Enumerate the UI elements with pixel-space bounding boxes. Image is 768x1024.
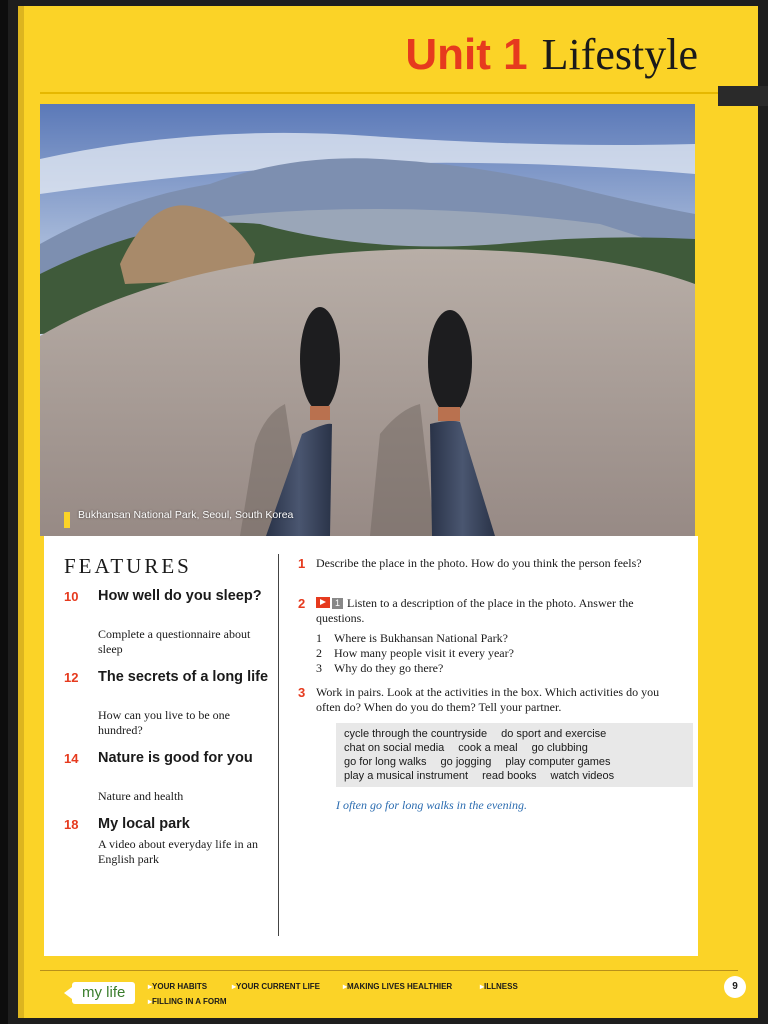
footer-tag: ▸ YOUR HABITS (148, 982, 207, 991)
activity: cook a meal (458, 742, 518, 754)
left-boot (300, 307, 340, 411)
feature-page: 18 (64, 817, 79, 832)
unit-title (405, 30, 698, 80)
question (316, 661, 443, 676)
feature-desc: Complete a questionnaire about sleep (98, 627, 251, 656)
audio-play-icon[interactable] (316, 597, 330, 608)
unit-name: Lifestyle (541, 30, 698, 79)
activity: read books (482, 770, 537, 782)
column-divider (278, 554, 279, 936)
feature-title: My local park (98, 816, 190, 832)
activity: go clubbing (531, 742, 588, 754)
header-rule (40, 92, 718, 94)
question-text: How many people visit it every year? (334, 646, 514, 660)
feature-title: How well do you sleep? (98, 588, 262, 604)
activity: go for long walks (344, 756, 427, 768)
caption-marker (64, 512, 70, 528)
question-text: Where is Bukhansan National Park? (334, 631, 508, 645)
activity: do sport and exercise (501, 728, 607, 740)
question-number: 1 (316, 631, 322, 645)
question (316, 631, 508, 646)
feature-desc: How can you live to be one hundred? (98, 708, 230, 737)
exercise-text: Work in pairs. Look at the activities in the box. Which activities do you often do? When do you do them? Tell your partner. (316, 685, 660, 714)
footer-tag: ▸ MAKING LIVES HEALTHIER (343, 982, 452, 991)
activity-row (344, 741, 602, 755)
exercise-text-wrap (316, 596, 681, 626)
my-life-label: my life (72, 982, 135, 1004)
page-binding-shadow (18, 6, 24, 1018)
audio-track-number: 1 (332, 598, 343, 609)
question-number: 2 (316, 646, 322, 660)
activity-row (344, 755, 625, 769)
question-number: 3 (316, 661, 322, 675)
activity: play a musical instrument (344, 770, 469, 782)
rock-slab (40, 249, 695, 536)
example-sentence: I often go for long walks in the evening. (336, 798, 527, 812)
activity: go jogging (440, 756, 492, 768)
feature-page: 12 (64, 670, 79, 685)
activity: chat on social media (344, 742, 445, 754)
unit-number: Unit 1 (405, 30, 528, 79)
activity-row (344, 727, 620, 741)
footer-tag: ▸ FILLING IN A FORM (148, 997, 227, 1006)
features-heading: FEATURES (64, 554, 192, 578)
unit-photo (40, 104, 695, 536)
photo-caption: Bukhansan National Park, Seoul, South Korea (78, 509, 294, 521)
footer-tag: ▸ ILLNESS (480, 982, 518, 991)
feature-page: 14 (64, 751, 79, 766)
exercise-number: 3 (298, 685, 306, 700)
exercise-number: 2 (298, 596, 306, 611)
right-boot (428, 310, 472, 414)
activity: cycle through the countryside (344, 728, 488, 740)
exercise-text: Listen to a description of the place in the photo. Answer the questions. (316, 596, 634, 625)
activity-row (344, 769, 628, 783)
question-text: Why do they go there? (334, 661, 444, 675)
activity-box (336, 723, 693, 787)
feature-page: 10 (64, 589, 79, 604)
question (316, 646, 514, 661)
feature-desc: A video about everyday life in an English park (98, 837, 258, 866)
page-number: 9 (724, 976, 746, 998)
page-edge (0, 0, 8, 1024)
header-tab (718, 86, 768, 106)
footer-tag: ▸ YOUR CURRENT LIFE (232, 982, 320, 991)
activity: play computer games (505, 756, 611, 768)
feature-title: The secrets of a long life (98, 669, 269, 685)
exercise-number: 1 (298, 556, 306, 571)
feature-desc: Nature and health (98, 789, 184, 803)
feature-title: Nature is good for you (98, 750, 253, 766)
activity: watch videos (550, 770, 615, 782)
footer-rule (40, 970, 738, 971)
exercise-text: Describe the place in the photo. How do you think the person feels? (316, 556, 642, 570)
